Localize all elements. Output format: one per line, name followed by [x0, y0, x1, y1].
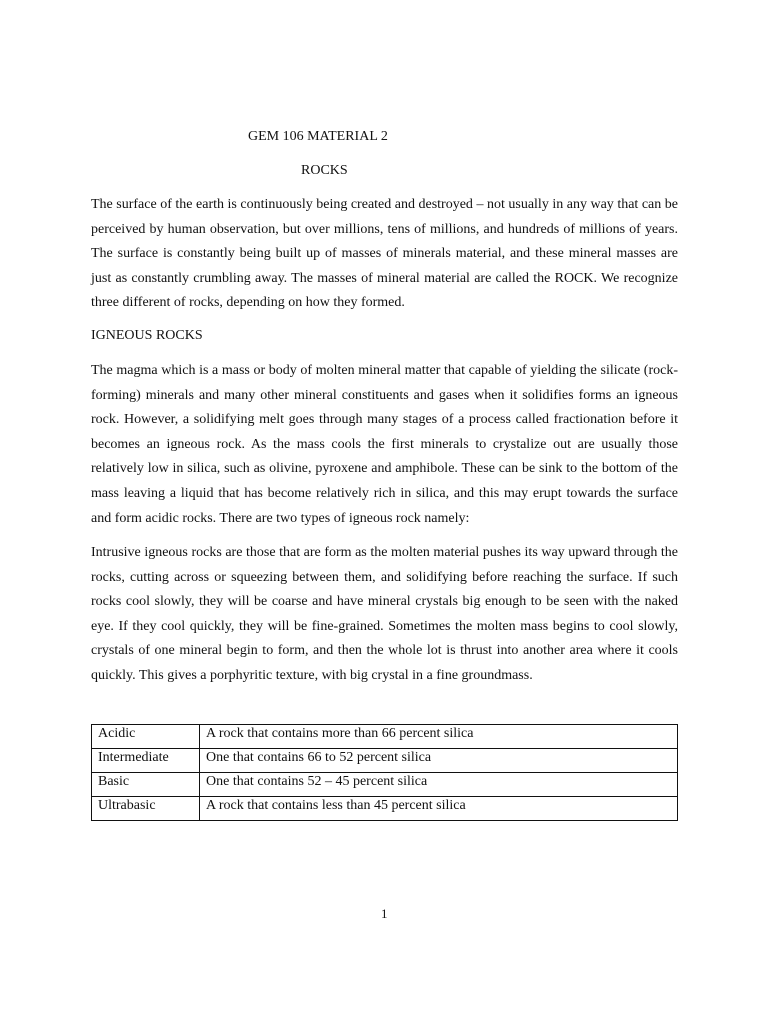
silica-classification-table [91, 724, 678, 821]
table-row [92, 797, 678, 821]
table-cell-definition: One that contains 52 – 45 percent silica [200, 773, 678, 797]
table-cell-term: Intermediate [92, 749, 200, 773]
section-heading: IGNEOUS ROCKS [91, 328, 203, 343]
document-subtitle: ROCKS [301, 163, 348, 178]
table-row [92, 749, 678, 773]
table-row [92, 725, 678, 749]
table-row [92, 773, 678, 797]
table-cell-definition: One that contains 66 to 52 percent silica [200, 749, 678, 773]
table-cell-term: Basic [92, 773, 200, 797]
intro-paragraph: The surface of the earth is continuously being created and destroyed – not usually in any way that can be perceived by human observation, but over millions, tens of millions, and hundreds of millions of years. The surface is constantly being built up of masses of minerals material, and these mineral masses are just as constantly crumbling away. The masses of mineral material are called the ROCK. We recognize three different of rocks, depending on how they formed. [91, 197, 678, 311]
table-cell-definition: A rock that contains more than 66 percent silica [200, 725, 678, 749]
intrusive-rocks-paragraph: Intrusive igneous rocks are those that are form as the molten material pushes its way upward through the rocks, cutting across or squeezing between them, and solidifying before reaching the surface. If such rocks cool slowly, they will be coarse and have mineral crystals big enough to be seen with the naked eye. If they cool quickly, they will be fine-grained. Sometimes the molten mass begins to cool slowly, crystals of one mineral begin to form, and then the whole lot is thrust into another area where it cools quickly. This gives a porphyritic texture, with big crystal in a fine groundmass. [91, 545, 678, 683]
document-title: GEM 106 MATERIAL 2 [248, 129, 388, 144]
page-number: 1 [381, 906, 388, 921]
table-cell-term: Acidic [92, 725, 200, 749]
table-cell-term: Ultrabasic [92, 797, 200, 821]
magma-paragraph: The magma which is a mass or body of molten mineral matter that capable of yielding the silicate (rock-forming) minerals and many other mineral constituents and gases when it solidifies forms an igneous rock. However, a solidifying melt goes through many stages of a process called fractionation before it becomes an igneous rock. As the mass cools the first minerals to crystalize out are usually those relatively low in silica, such as olivine, pyroxene and amphibole. These can be sink to the bottom of the mass leaving a liquid that has become relatively rich in silica, and this may erupt towards the surface and form acidic rocks. There are two types of igneous rock namely: [91, 363, 678, 526]
table-cell-definition: A rock that contains less than 45 percent silica [200, 797, 678, 821]
